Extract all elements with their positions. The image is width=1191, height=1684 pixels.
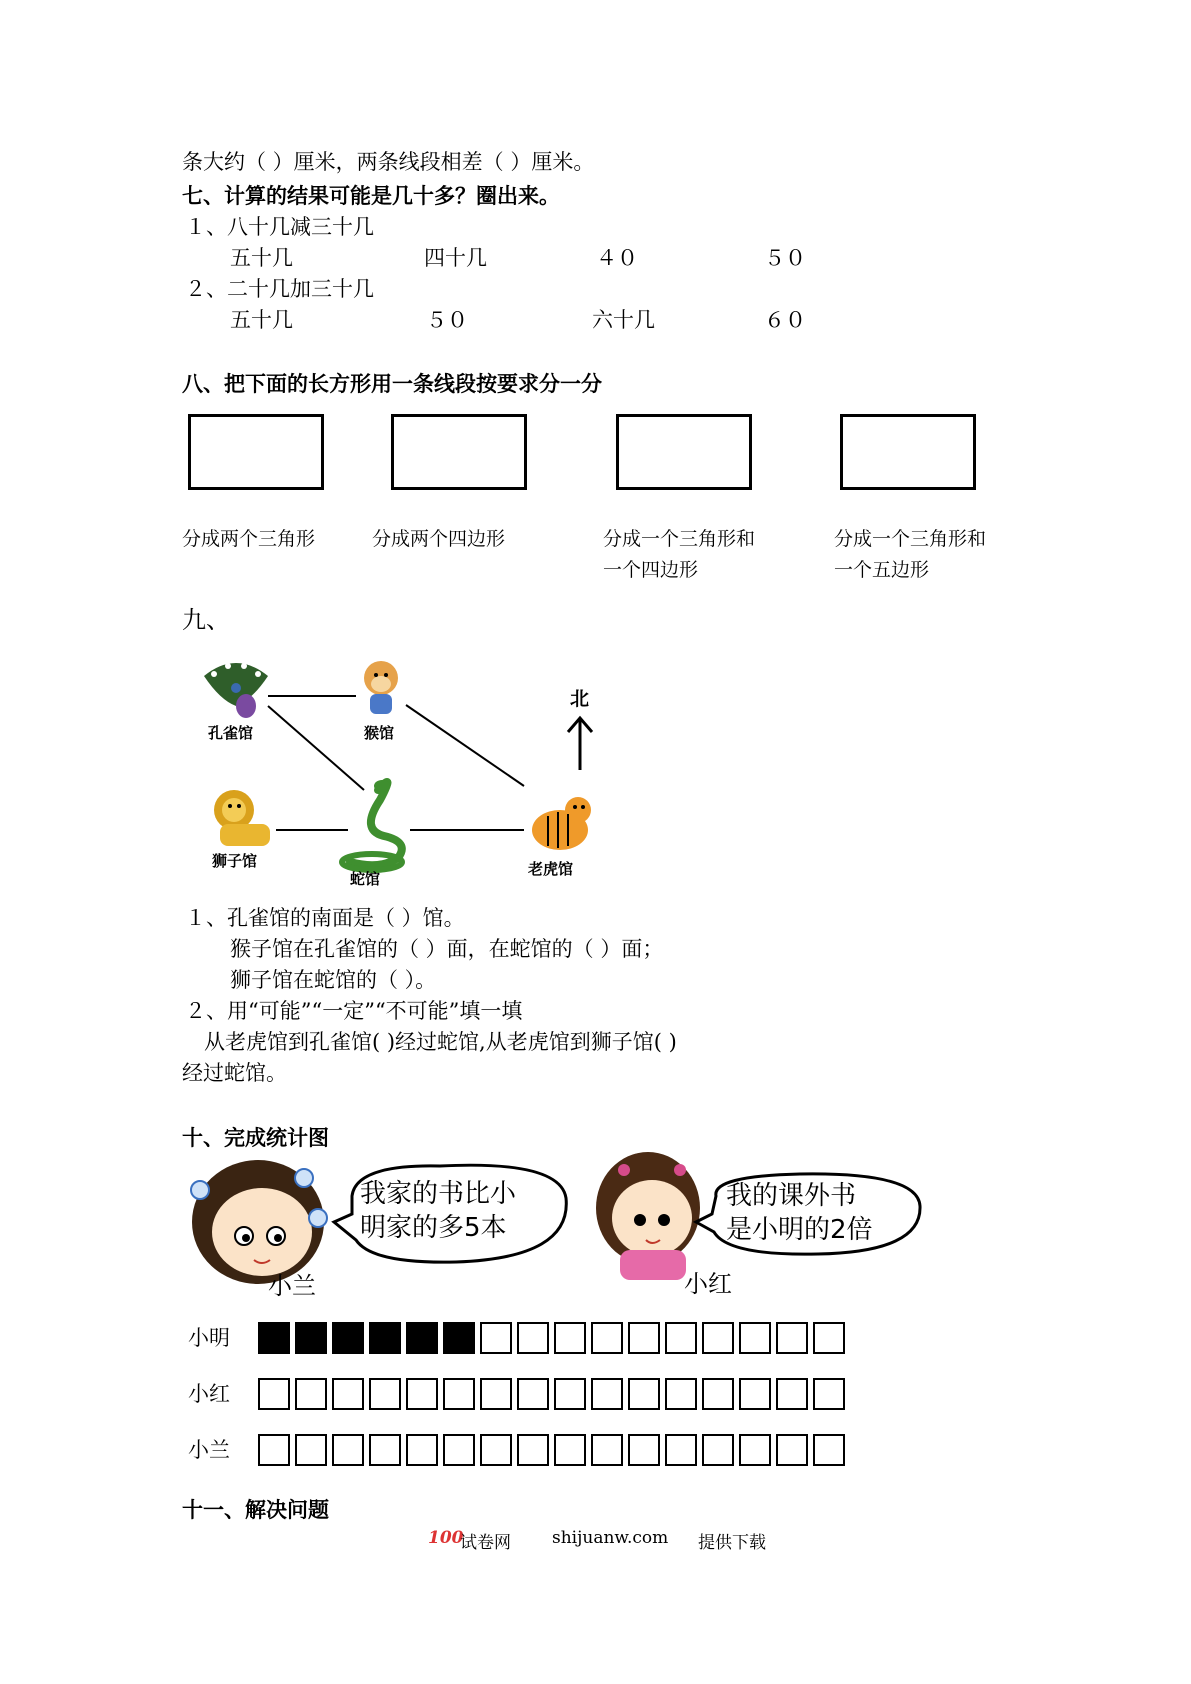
bar-cell[interactable] <box>776 1434 808 1466</box>
bar-cell[interactable] <box>739 1378 771 1410</box>
bar-cell[interactable] <box>813 1378 845 1410</box>
bar-row-xiaohong <box>258 1378 845 1410</box>
bar-cell[interactable] <box>628 1434 660 1466</box>
caption-4: 分成一个三角形和 <box>834 528 987 550</box>
bar-row-xiaoming <box>258 1322 845 1354</box>
bar-cell[interactable] <box>517 1434 549 1466</box>
bar-cell[interactable] <box>517 1378 549 1410</box>
bar-cell[interactable] <box>702 1322 734 1354</box>
section-10-title: 十、完成统计图 <box>182 1126 329 1150</box>
north-label: 北 <box>570 688 590 710</box>
question-9-1a: １、孔雀馆的南面是（ ）馆。 <box>185 906 465 930</box>
bar-cell[interactable] <box>554 1378 586 1410</box>
speech-xiaolan-1: 我家的书比小 <box>360 1179 517 1209</box>
question-7-1: １、八十几减三十几 <box>185 215 374 239</box>
bar-cell[interactable] <box>776 1322 808 1354</box>
option[interactable]: 五十几 <box>230 246 293 270</box>
bar-cell[interactable] <box>480 1378 512 1410</box>
bar-cell[interactable] <box>628 1322 660 1354</box>
bar-cell[interactable] <box>591 1378 623 1410</box>
snake-label: 蛇馆 <box>350 870 381 888</box>
footer-url[interactable]: shijuanw.com <box>552 1528 669 1548</box>
caption-2: 分成两个四边形 <box>372 528 506 550</box>
bar-cell[interactable] <box>702 1434 734 1466</box>
bar-cell[interactable] <box>369 1434 401 1466</box>
bar-cell[interactable] <box>443 1322 475 1354</box>
bar-cell[interactable] <box>258 1378 290 1410</box>
bar-cell[interactable] <box>258 1322 290 1354</box>
bar-cell[interactable] <box>628 1378 660 1410</box>
footer-logo: 100 <box>428 1528 464 1548</box>
bar-cell[interactable] <box>258 1434 290 1466</box>
question-9-1b: 猴子馆在孔雀馆的（ ）面，在蛇馆的（ ）面； <box>230 937 664 961</box>
bar-cell[interactable] <box>813 1434 845 1466</box>
bar-cell[interactable] <box>554 1434 586 1466</box>
bar-cell[interactable] <box>443 1434 475 1466</box>
speech-xiaohong-1: 我的课外书 <box>726 1181 857 1211</box>
tiger-label: 老虎馆 <box>528 860 574 878</box>
footer-site: 试卷网 <box>460 1533 511 1553</box>
monkey-label: 猴馆 <box>364 724 395 742</box>
bar-row-xiaolan <box>258 1434 845 1466</box>
row-label-xiaoming: 小明 <box>188 1326 230 1350</box>
option[interactable]: 四十几 <box>424 246 487 270</box>
footer-note: 提供下载 <box>698 1533 766 1553</box>
caption-1: 分成两个三角形 <box>182 528 316 550</box>
bar-cell[interactable] <box>813 1322 845 1354</box>
speech-xiaolan-2: 明家的多5本 <box>360 1213 507 1243</box>
bar-cell[interactable] <box>295 1322 327 1354</box>
bar-cell[interactable] <box>665 1434 697 1466</box>
bar-cell[interactable] <box>295 1378 327 1410</box>
bar-cell[interactable] <box>591 1322 623 1354</box>
option[interactable]: ６０ <box>764 308 806 332</box>
section-11-title: 十一、解决问题 <box>182 1498 329 1522</box>
question-9-2b: 经过蛇馆。 <box>182 1061 287 1085</box>
bar-cell[interactable] <box>517 1322 549 1354</box>
caption-3: 分成一个三角形和 <box>603 528 756 550</box>
option[interactable]: 六十几 <box>592 308 655 332</box>
bar-cell[interactable] <box>332 1434 364 1466</box>
bar-cell[interactable] <box>591 1434 623 1466</box>
row-label-xiaolan: 小兰 <box>188 1438 230 1462</box>
bar-cell[interactable] <box>665 1322 697 1354</box>
bar-cell[interactable] <box>739 1322 771 1354</box>
section-9-title: 九、 <box>182 606 230 634</box>
bar-cell[interactable] <box>739 1434 771 1466</box>
name-xiaohong: 小红 <box>684 1270 732 1298</box>
option[interactable]: 五十几 <box>230 308 293 332</box>
speech-xiaohong-2: 是小明的2倍 <box>726 1215 873 1245</box>
question-9-2a: 从老虎馆到孔雀馆( )经过蛇馆,从老虎馆到狮子馆( ) <box>204 1030 677 1054</box>
question-9-1c: 狮子馆在蛇馆的（ ）。 <box>230 968 437 992</box>
bar-cell[interactable] <box>406 1434 438 1466</box>
option[interactable]: ４０ <box>596 246 638 270</box>
row-label-xiaohong: 小红 <box>188 1382 230 1406</box>
bar-cell[interactable] <box>295 1434 327 1466</box>
bar-cell[interactable] <box>443 1378 475 1410</box>
bar-cell[interactable] <box>369 1378 401 1410</box>
bar-cell[interactable] <box>332 1378 364 1410</box>
bar-cell[interactable] <box>665 1378 697 1410</box>
bar-cell[interactable] <box>480 1434 512 1466</box>
bar-cell[interactable] <box>554 1322 586 1354</box>
option[interactable]: ５０ <box>426 308 468 332</box>
question-7-2: ２、二十几加三十几 <box>185 277 374 301</box>
bar-cell[interactable] <box>369 1322 401 1354</box>
caption-3b: 一个四边形 <box>603 559 699 581</box>
peacock-label: 孔雀馆 <box>208 724 254 742</box>
bar-cell[interactable] <box>776 1378 808 1410</box>
bar-cell[interactable] <box>480 1322 512 1354</box>
fill-blank-line: 条大约（ ）厘米，两条线段相差（ ）厘米。 <box>182 150 595 174</box>
bar-cell[interactable] <box>702 1378 734 1410</box>
girl-xiaohong-icon <box>596 1152 700 1280</box>
caption-4b: 一个五边形 <box>834 559 930 581</box>
option[interactable]: ５０ <box>764 246 806 270</box>
bar-cell[interactable] <box>406 1322 438 1354</box>
bar-cell[interactable] <box>406 1378 438 1410</box>
section-8-title: 八、把下面的长方形用一条线段按要求分一分 <box>182 372 602 396</box>
name-xiaolan: 小兰 <box>268 1272 316 1300</box>
bar-cell[interactable] <box>332 1322 364 1354</box>
question-9-2: ２、用“可能”“一定”“不可能”填一填 <box>185 999 523 1023</box>
lion-label: 狮子馆 <box>212 852 258 870</box>
section-7-title: 七、计算的结果可能是几十多？圈出来。 <box>182 184 560 208</box>
